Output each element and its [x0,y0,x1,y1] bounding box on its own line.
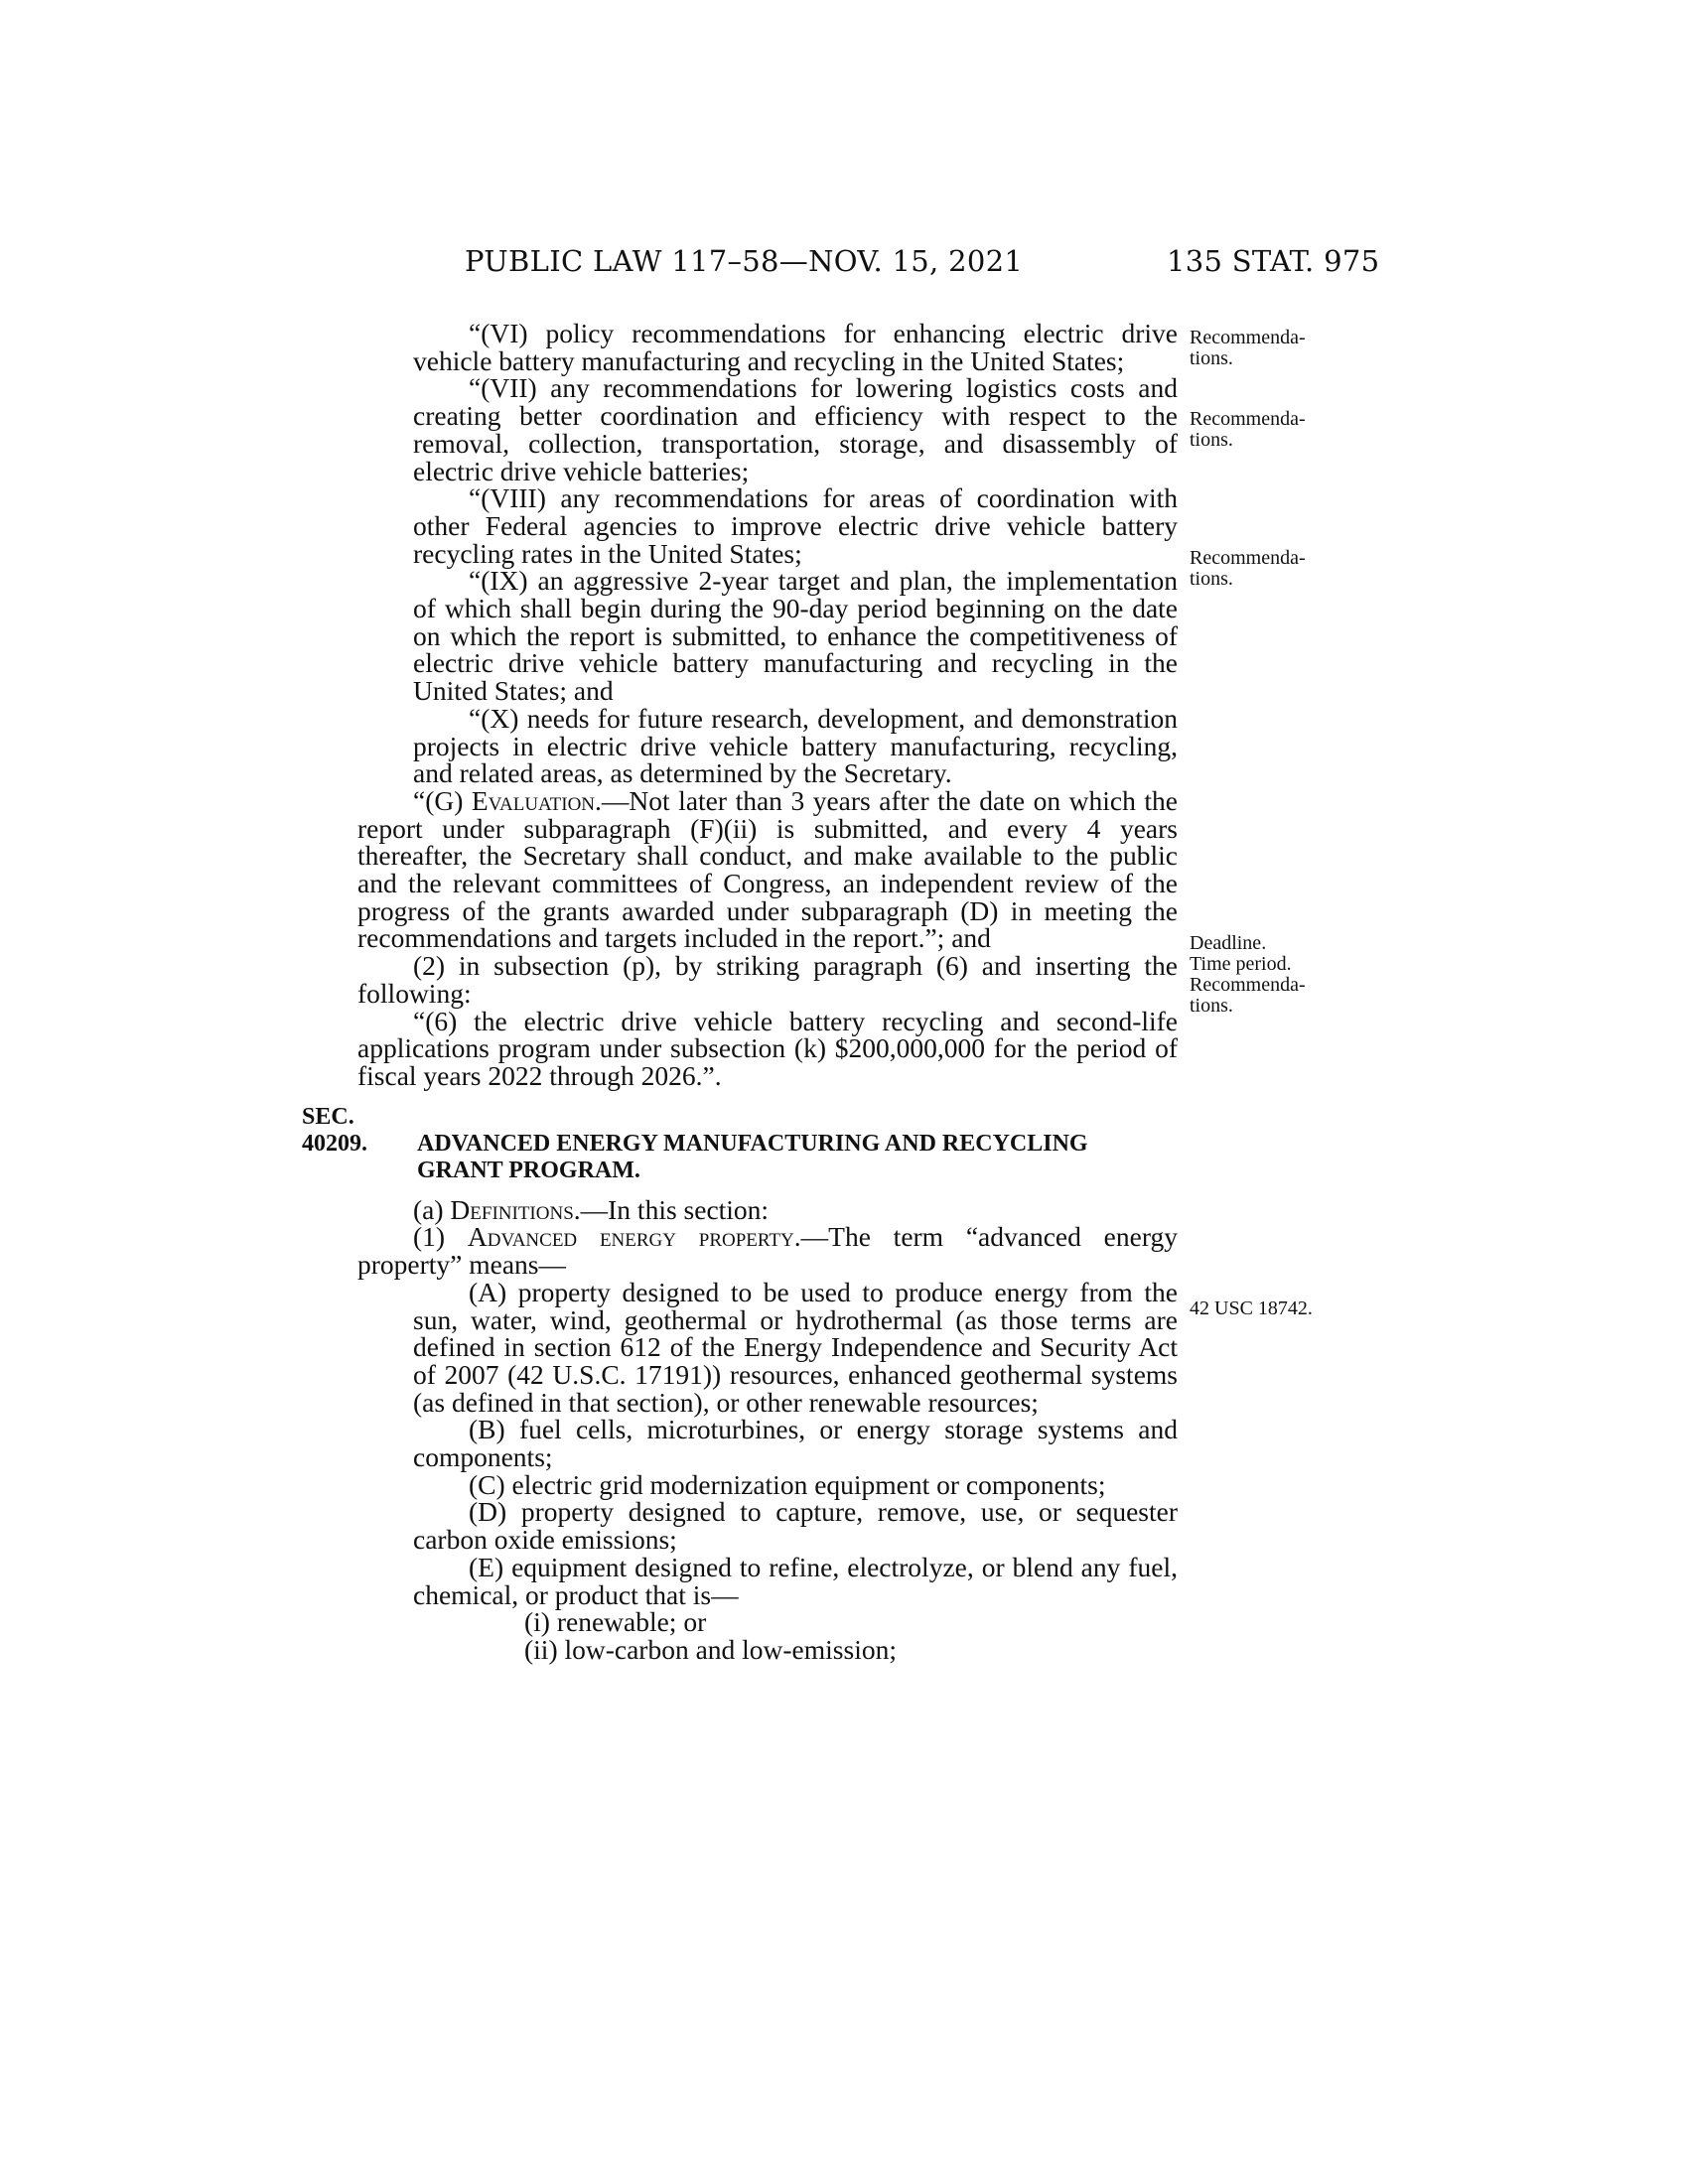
margin-note-usc-citation: 42 USC 18742. [1190,1297,1313,1319]
subparagraph-a: (A) property designed to be used to produce energy from the sun, water, wind, geothermal or hydrothermal (as those terms are defined in section 612 of the Energy Independence and Security Act of 2007 (42 U.S.C. 17191)) resources, enhanced geothermal systems (as defined in that section), or other renewable resources; [413,1276,1178,1418]
subsection-a-heading: Definitions [450,1193,574,1225]
subparagraph-e: (E) equipment designed to refine, electrolyze, or blend any fuel, chemical, or product that is— [413,1551,1178,1610]
paragraph-1-prefix: (1) [413,1221,468,1253]
margin-note-deadline: Deadline. Time period. Recommenda- tions. [1190,932,1306,1017]
section-title-line-2: GRANT PROGRAM. [417,1157,640,1183]
subparagraph-g-prefix: “(G) [413,784,472,816]
paragraph-2: (2) in subsection (p), by striking paragraph (6) and inserting the following: [357,950,1178,1009]
clause-vii: “(VII) any recommendations for lowering logistics costs and creating better coordination and efficiency with respect to the removal, collection, transportation, storage, and disassembly of electric drive vehicle batteries; [413,372,1178,486]
running-header-title: PUBLIC LAW 117–58—NOV. 15, 2021 [465,244,1024,278]
subparagraph-g-text: .—Not later than 3 years after the date on which the report under subparagraph (F)(ii) is submitted, and every 4 years thereafter, the Secretary shall conduct, and make available to the public and the relevant committees of Congress, an independent review of the progress of the grants awarded under subparagraph (D) in meeting the recommendations and targets included in the report.”; and [357,784,1178,954]
clause-ii: (ii) low-carbon and low-emission; [524,1633,897,1665]
subparagraph-b: (B) fuel cells, microturbines, or energy storage systems and components; [413,1414,1178,1473]
paragraph-1-heading: Advanced energy property [467,1221,794,1253]
clause-x: “(X) needs for future research, development, and demonstration projects in electric drive vehicle battery manufacturing, recycling, and related areas, as determined by the Secretary. [413,702,1178,789]
running-header-page-number: 135 STAT. 975 [1167,244,1380,278]
clause-ix: “(IX) an aggressive 2-year target and plan, the implementation of which shall begin during the 90-day period beginning on the date on which the report is submitted, to enhance the competitiveness of electric drive vehicle battery manufacturing and recycling in the United States; and [413,565,1178,707]
section-number: SEC. 40209. [302,1103,367,1157]
clause-i: (i) renewable; or [524,1606,707,1638]
paragraph-1 [357,1221,1178,1281]
margin-note-recommendations: Recommenda- tions. [1190,327,1306,369]
subsection-a [357,1193,1178,1225]
paragraph-6: “(6) the electric drive vehicle battery recycling and second-life applications program under subsection (k) $200,000,000 for the period of fiscal years 2022 through 2026.”. [357,1005,1178,1091]
subparagraph-d: (D) property designed to capture, remove, use, or sequester carbon oxide emissions; [413,1496,1178,1556]
margin-note-recommendations: Recommenda- tions. [1190,547,1306,590]
clause-vi: “(VI) policy recommendations for enhancing electric drive vehicle battery manufacturing and recycling in the United States; [413,318,1178,376]
paragraph-1-text: .—The term “advanced energy property” means— [357,1221,1178,1281]
subparagraph-c: (C) electric grid modernization equipment or components; [469,1468,1106,1500]
clause-viii: “(VIII) any recommendations for areas of coordination with other Federal agencies to improve electric drive vehicle battery recycling rates in the United States; [413,482,1178,569]
subsection-a-text: .—In this section: [573,1193,770,1225]
subparagraph-g-heading: Evaluation [471,784,596,816]
margin-note-recommendations: Recommenda- tions. [1190,408,1306,451]
section-heading [302,1104,1178,1184]
section-title-line-1: ADVANCED ENERGY MANUFACTURING AND RECYCLING [417,1130,1088,1157]
subparagraph-g [357,784,1178,954]
subsection-a-prefix: (a) [413,1193,451,1225]
statute-text [302,318,1178,1665]
